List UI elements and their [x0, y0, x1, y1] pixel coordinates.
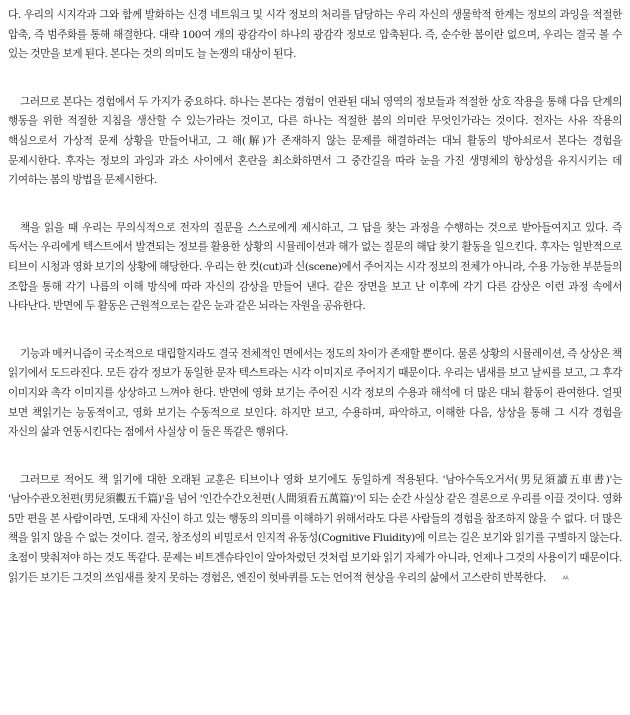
paragraph-1: 다. 우리의 시지각과 그와 함께 발화하는 신경 네트워크 및 시각 정보의 처리를 담당하는 우리 자신의 생물학적 한계는 정보의 과잉을 적절한 압축, 즉 범주화를 통해 해결한다. 대략 100여 개의 광감각이 하나의 광감각 정보로 압축된다. 즉, 순수한 봄이란 없으며, 우리는 결국 볼 수 있는 것만을 보게 된다. 본다는 것의 의미도 늘 논쟁의 대상이 된다.	[8, 9, 622, 61]
paragraph-4: 기능과 메커니즘이 국소적으로 대립할지라도 결국 전체적인 면에서는 정도의 차이가 존재할 뿐이다. 물론 상황의 시뮬레이션, 즉 상상은 책 읽기에서 도드라진다. 모든 감각 정보가 동일한 문자 텍스트라는 시각 이미지로 주어지기 때문이다. 우리는 냄새를 보고 날씨를 보고, 그 후각 이미지와 촉각 이미지를 상상하고 느껴야 한다. 반면에 영화 보기는 주어진 시각 정보의 수용과 해석에 더 많은 대뇌 활동이 관여한다. 얼핏 보면 책읽기는 능동적이고, 영화 보기는 수동적으로 보인다. 하지만 보고, 수용하며, 파악하고, 이해한 다음, 상상을 통해 그 시각 경험을 자신의 삶과 연동시킨다는 점에서 사실상 이 둘은 똑같은 행위다.	[8, 347, 622, 439]
paragraph-3: 책을 읽을 때 우리는 무의식적으로 전자의 질문을 스스로에게 제시하고, 그 답을 찾는 과정을 수행하는 것으로 받아들여지고 있다. 즉 독서는 우리에게 텍스트에서 발견되는 정보를 활용한 상황의 시뮬레이션과 해가 없는 질문의 해답 찾기 활동을 일으킨다. 후자는 일반적으로 티브이 시청과 영화 보기의 상황에 해당한다. 우리는 한 컷(cut)과 신(scene)에서 주어지는 시각 정보의 전체가 아니라, 수용 가능한 부분들의 조합을 통해 각기 나름의 이해 방식에 따라 자신의 감상을 만들어 낸다. 같은 장면을 보고 난 이후에 각기 다른 감상은 이런 과정 속에서 나타난다. 반면에 두 활동은 근원적으로는 같은 눈과 같은 뇌라는 자원을 공유한다.	[8, 221, 622, 313]
paragraph-2: 그러므로 본다는 경험에서 두 가지가 중요하다. 하나는 본다는 경험이 연관된 대뇌 영역의 정보들과 적절한 상호 작용을 통해 다음 단계의 행동을 위한 적절한 지침을 생산할 수 있는가라는 것이고, 다른 하나는 적절한 봄의 의미란 무엇인가라는 것이다. 전자는 사유 작용의 핵심으로서 가상적 문제 상황을 만들어내고, 그 해(解)가 존재하지 않는 문제를 해결하려는 대뇌 활동의 방아쇠로서 본다는 경험을 문제시한다. 후자는 정보의 과잉과 과소 사이에서 혼란을 최소화하면서 그 중간길을 따라 눈을 가진 생명체의 항상성을 유지시키는 데 기여하는 봄의 방법을 문제시한다.	[8, 95, 622, 187]
article-body	[8, 6, 622, 617]
paragraph-5-text: 그러므로 적어도 책 읽기에 대한 오래된 교훈은 티브이나 영화 보기에도 동일하게 적용된다. '남아수독오거서(男兒須讀五車書)'는 '남아수관오천편(男兒須觀五千篇)'을 넘어 '인간수간오천편(人間須看五萬篇)'이 되는 순간 사실상 같은 결론으로 우리를 이끌 것이다. 영화 5만 편을 본 사람이라면, 도대체 자신이 하고 있는 행동의 의미를 이해하기 위해서라도 다른 사람들의 경험을 참조하지 않을 수 없다. 더 많은 책을 읽지 않을 수 없는 것이다. 결국, 창조성의 비밀로서 인지적 유동성(Cognitive Fluidity)에 이르는 길은 보기와 읽기를 구별하지 않는다. 초점이 맞춰져야 하는 것도 똑같다. 문제는 비트겐슈타인이 알아차렸던 것처럼 보기와 읽기 자체가 아니라, 언제나 그것의 사용이기 때문이다. 읽기든 보기든 그것의 쓰임새를 찾지 못하는 경험은, 엔진이 헛바퀴를 도는 언어적 현상을 우리의 삶에서 고스란히 반복한다.	[8, 473, 622, 584]
end-mark-icon: ㅆ	[560, 573, 570, 584]
paragraph-5	[8, 471, 622, 590]
